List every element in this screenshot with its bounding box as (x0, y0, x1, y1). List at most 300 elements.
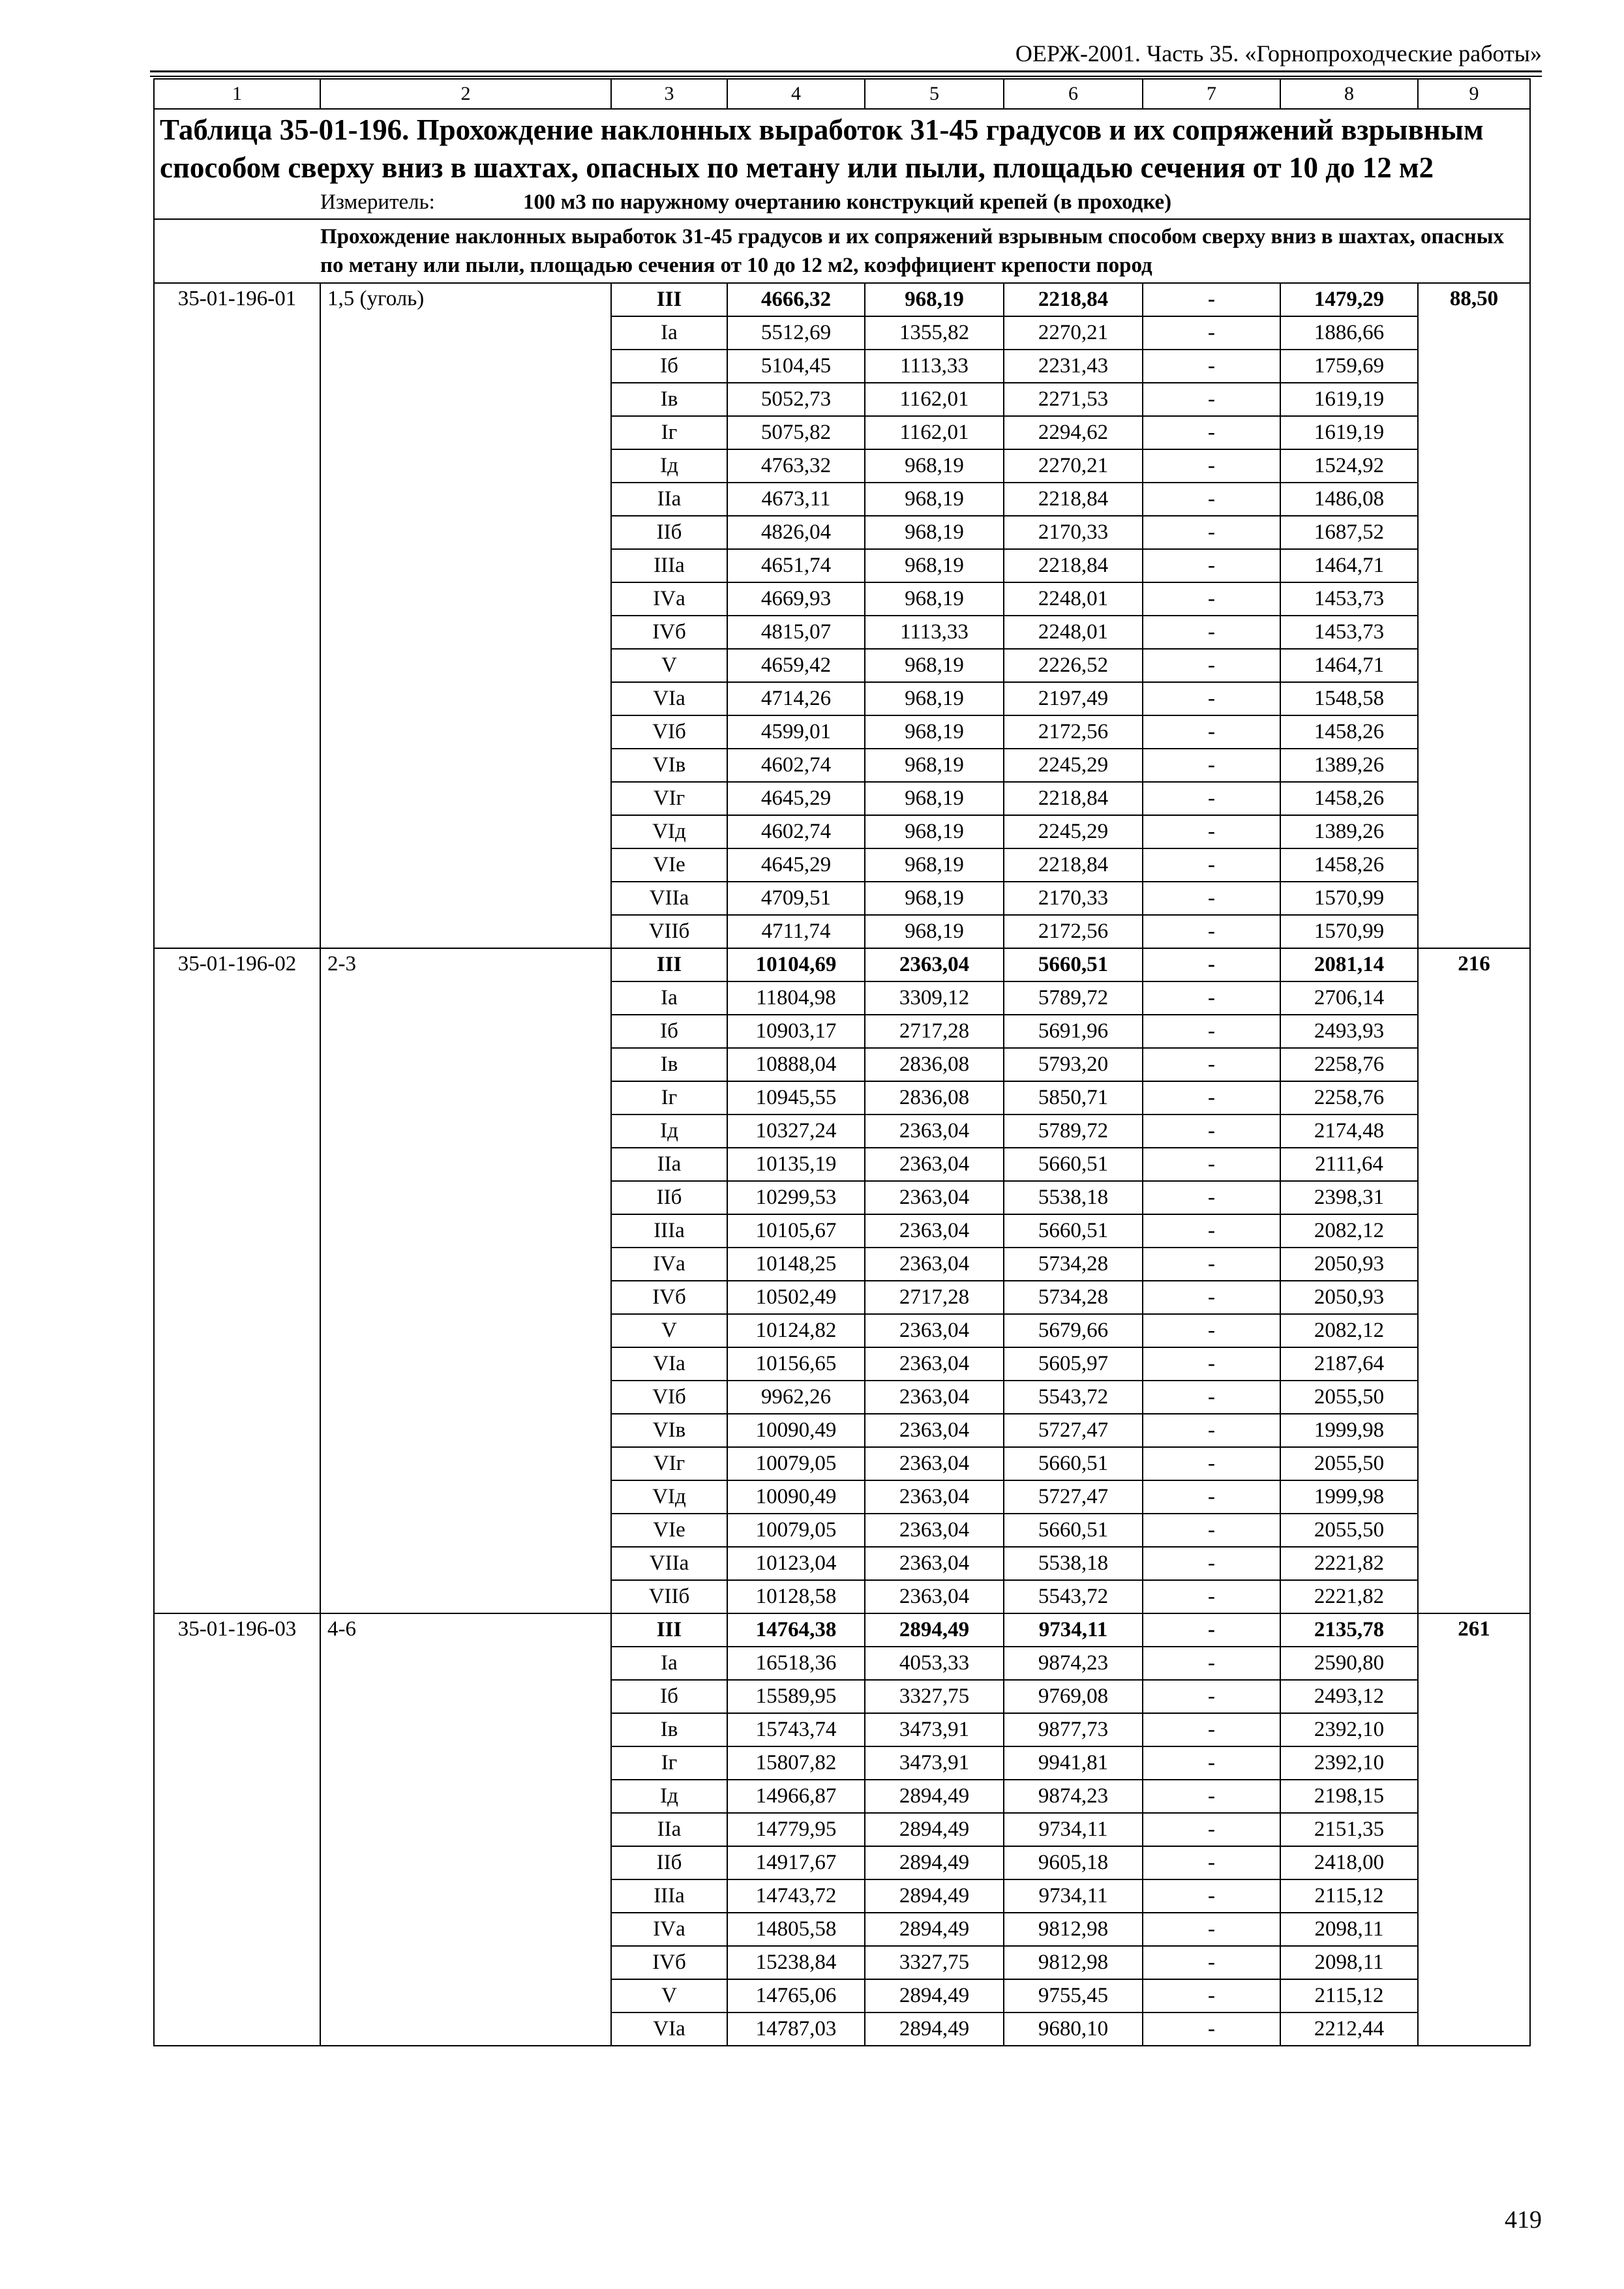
driver-cost-cell: - (1143, 749, 1280, 782)
machine-cost-cell: 9605,18 (1004, 1846, 1143, 1879)
zone-cell: IVб (611, 616, 727, 649)
machine-cost-cell: 5727,47 (1004, 1414, 1143, 1447)
material-cost-cell: 1524,92 (1280, 449, 1418, 483)
zone-cell: VIIб (611, 1580, 727, 1613)
material-cost-cell: 2493,93 (1280, 1015, 1418, 1048)
zone-cell: Iб (611, 1015, 727, 1048)
machine-cost-cell: 5734,28 (1004, 1281, 1143, 1314)
material-cost-cell: 2221,82 (1280, 1580, 1418, 1613)
machine-cost-cell: 5789,72 (1004, 981, 1143, 1015)
labor-cost-cell: 1113,33 (865, 350, 1004, 383)
labor-cost-cell: 1113,33 (865, 616, 1004, 649)
column-number: 2 (320, 79, 611, 109)
zone-cell: IVб (611, 1946, 727, 1979)
machine-cost-cell: 5691,96 (1004, 1015, 1143, 1048)
material-cost-cell: 1886,66 (1280, 316, 1418, 350)
labor-cost-cell: 968,19 (865, 915, 1004, 948)
material-cost-cell: 1458,26 (1280, 848, 1418, 882)
machine-cost-cell: 5734,28 (1004, 1248, 1143, 1281)
total-cost-cell: 4602,74 (727, 815, 865, 848)
total-cost-cell: 10148,25 (727, 1248, 865, 1281)
labor-cost-cell: 968,19 (865, 749, 1004, 782)
labor-cost-cell: 2363,04 (865, 1248, 1004, 1281)
zone-cell: Iа (611, 981, 727, 1015)
machine-cost-cell: 2170,33 (1004, 516, 1143, 549)
labor-cost-cell: 1162,01 (865, 416, 1004, 449)
labor-cost-cell: 2894,49 (865, 2012, 1004, 2046)
machine-cost-cell: 5538,18 (1004, 1181, 1143, 1214)
total-cost-cell: 10079,05 (727, 1514, 865, 1547)
zone-cell: IIIа (611, 1214, 727, 1248)
driver-cost-cell: - (1143, 1214, 1280, 1248)
driver-cost-cell: - (1143, 516, 1280, 549)
machine-cost-cell: 9734,11 (1004, 1613, 1143, 1647)
driver-cost-cell: - (1143, 549, 1280, 582)
material-cost-cell: 2082,12 (1280, 1314, 1418, 1347)
total-cost-cell: 14779,95 (727, 1813, 865, 1846)
total-cost-cell: 10903,17 (727, 1015, 865, 1048)
total-cost-cell: 14787,03 (727, 2012, 865, 2046)
driver-cost-cell: - (1143, 1946, 1280, 1979)
table-row (154, 283, 1530, 316)
labor-cost-cell: 2894,49 (865, 1879, 1004, 1913)
total-cost-cell: 10104,69 (727, 948, 865, 981)
labor-cost-cell: 2894,49 (865, 1780, 1004, 1813)
zone-cell: VIд (611, 815, 727, 848)
material-cost-cell: 2115,12 (1280, 1979, 1418, 2012)
machine-cost-cell: 9941,81 (1004, 1746, 1143, 1780)
zone-cell: Iб (611, 1680, 727, 1713)
zone-cell: IIIа (611, 1879, 727, 1913)
total-cost-cell: 10090,49 (727, 1480, 865, 1514)
labor-cost-cell: 2363,04 (865, 1580, 1004, 1613)
labor-cost-cell: 2363,04 (865, 1214, 1004, 1248)
material-cost-cell: 2198,15 (1280, 1780, 1418, 1813)
total-cost-cell: 11804,98 (727, 981, 865, 1015)
zone-cell: III (611, 1613, 727, 1647)
material-cost-cell: 2055,50 (1280, 1381, 1418, 1414)
measure-label: Измеритель: (320, 187, 611, 219)
labor-cost-cell: 3327,75 (865, 1680, 1004, 1713)
rock-hardness: 1,5 (уголь) (320, 283, 611, 948)
labor-cost-cell: 1162,01 (865, 383, 1004, 416)
material-cost-cell: 2050,93 (1280, 1248, 1418, 1281)
machine-cost-cell: 5727,47 (1004, 1480, 1143, 1514)
driver-cost-cell: - (1143, 1081, 1280, 1115)
labor-cost-cell: 2836,08 (865, 1048, 1004, 1081)
material-cost-cell: 1999,98 (1280, 1480, 1418, 1514)
zone-cell: III (611, 948, 727, 981)
zone-cell: VIа (611, 682, 727, 715)
material-cost-cell: 1619,19 (1280, 383, 1418, 416)
driver-cost-cell: - (1143, 449, 1280, 483)
driver-cost-cell: - (1143, 1680, 1280, 1713)
labor-cost-cell: 2894,49 (865, 1613, 1004, 1647)
total-cost-cell: 4815,07 (727, 616, 865, 649)
material-cost-cell: 2493,12 (1280, 1680, 1418, 1713)
labor-cost-cell: 2363,04 (865, 1547, 1004, 1580)
zone-cell: VIд (611, 1480, 727, 1514)
labor-cost-cell: 968,19 (865, 882, 1004, 915)
column-number: 5 (865, 79, 1004, 109)
driver-cost-cell: - (1143, 1015, 1280, 1048)
zone-cell: Iб (611, 350, 727, 383)
total-cost-cell: 14743,72 (727, 1879, 865, 1913)
labor-cost-cell: 2717,28 (865, 1281, 1004, 1314)
rate-code: 35-01-196-02 (154, 948, 320, 1613)
total-cost-cell: 4714,26 (727, 682, 865, 715)
table-subheading: Прохождение наклонных выработок 31-45 градусов и их сопряжений взрывным способом сверху вниз в шахтах, опасных по метану или пыли, площадью сечения от 10 до 12 м2, коэффициент крепости пород (320, 219, 1530, 283)
column-number: 6 (1004, 79, 1143, 109)
column-number: 9 (1418, 79, 1530, 109)
total-cost-cell: 10135,19 (727, 1148, 865, 1181)
material-cost-cell: 2590,80 (1280, 1647, 1418, 1680)
zone-cell: Iв (611, 1713, 727, 1746)
zone-cell: Iд (611, 449, 727, 483)
driver-cost-cell: - (1143, 848, 1280, 882)
table-title: Таблица 35-01-196. Прохождение наклонных выработок 31-45 градусов и их сопряжений взрывным способом сверху вниз в шахтах, опасных по метану или пыли, площадью сечения от 10 до 12 м2 (154, 109, 1530, 187)
total-cost-cell: 5052,73 (727, 383, 865, 416)
total-cost-cell: 10945,55 (727, 1081, 865, 1115)
labor-cost-cell: 2363,04 (865, 1447, 1004, 1480)
driver-cost-cell: - (1143, 1846, 1280, 1879)
column-number: 8 (1280, 79, 1418, 109)
machine-cost-cell: 2248,01 (1004, 616, 1143, 649)
total-cost-cell: 10327,24 (727, 1115, 865, 1148)
driver-cost-cell: - (1143, 1181, 1280, 1214)
labor-cost-cell: 2363,04 (865, 1181, 1004, 1214)
driver-cost-cell: - (1143, 1148, 1280, 1181)
header-rule (150, 70, 1542, 72)
zone-cell: VIа (611, 2012, 727, 2046)
total-cost-cell: 4711,74 (727, 915, 865, 948)
total-cost-cell: 4763,32 (727, 449, 865, 483)
material-cost-cell: 2081,14 (1280, 948, 1418, 981)
driver-cost-cell: - (1143, 1713, 1280, 1746)
machine-cost-cell: 5660,51 (1004, 1214, 1143, 1248)
labor-cost-cell: 2363,04 (865, 1148, 1004, 1181)
total-cost-cell: 4669,93 (727, 582, 865, 616)
driver-cost-cell: - (1143, 1780, 1280, 1813)
labor-cost-cell: 968,19 (865, 516, 1004, 549)
material-cost-cell: 1570,99 (1280, 882, 1418, 915)
total-cost-cell: 10079,05 (727, 1447, 865, 1480)
total-cost-cell: 5104,45 (727, 350, 865, 383)
zone-cell: VIг (611, 1447, 727, 1480)
labor-cost-cell: 968,19 (865, 449, 1004, 483)
zone-cell: Iв (611, 1048, 727, 1081)
table-row (154, 1613, 1530, 1647)
total-cost-cell: 15589,95 (727, 1680, 865, 1713)
total-cost-cell: 15807,82 (727, 1746, 865, 1780)
machine-cost-cell: 2218,84 (1004, 483, 1143, 516)
zone-cell: Iа (611, 1647, 727, 1680)
driver-cost-cell: - (1143, 1979, 1280, 2012)
material-cost-cell: 1548,58 (1280, 682, 1418, 715)
machine-cost-cell: 2172,56 (1004, 915, 1143, 948)
total-cost-cell: 10123,04 (727, 1547, 865, 1580)
material-cost-cell: 2135,78 (1280, 1613, 1418, 1647)
labor-cost-cell: 2363,04 (865, 1347, 1004, 1381)
material-cost-cell: 2111,64 (1280, 1148, 1418, 1181)
zone-cell: VIв (611, 749, 727, 782)
zone-cell: III (611, 283, 727, 316)
machine-cost-cell: 5850,71 (1004, 1081, 1143, 1115)
material-cost-cell: 1453,73 (1280, 582, 1418, 616)
zone-cell: VIб (611, 1381, 727, 1414)
machine-cost-cell: 2218,84 (1004, 283, 1143, 316)
machine-cost-cell: 2270,21 (1004, 449, 1143, 483)
zone-cell: Iг (611, 416, 727, 449)
machine-cost-cell: 2271,53 (1004, 383, 1143, 416)
driver-cost-cell: - (1143, 815, 1280, 848)
zone-cell: Iв (611, 383, 727, 416)
table-title-row (154, 109, 1530, 187)
labor-cost-cell: 2836,08 (865, 1081, 1004, 1115)
machine-cost-cell: 5538,18 (1004, 1547, 1143, 1580)
material-cost-cell: 2258,76 (1280, 1081, 1418, 1115)
labor-cost-cell: 2363,04 (865, 1381, 1004, 1414)
material-cost-cell: 2151,35 (1280, 1813, 1418, 1846)
machine-cost-cell: 2218,84 (1004, 549, 1143, 582)
labor-cost-cell: 968,19 (865, 715, 1004, 749)
driver-cost-cell: - (1143, 1480, 1280, 1514)
total-cost-cell: 4645,29 (727, 782, 865, 815)
running-header-title: ОЕРЖ-2001. Часть 35. «Горнопроходческие работы» (1015, 40, 1542, 67)
column-number: 7 (1143, 79, 1280, 109)
total-cost-cell: 10105,67 (727, 1214, 865, 1248)
machine-cost-cell: 2218,84 (1004, 848, 1143, 882)
labor-cost-cell: 2363,04 (865, 1480, 1004, 1514)
labor-cost-cell: 3309,12 (865, 981, 1004, 1015)
driver-cost-cell: - (1143, 1547, 1280, 1580)
measure-value: 100 м3 по наружному очертанию конструкций крепей (в проходке) (611, 187, 1530, 219)
labor-cost-cell: 2363,04 (865, 948, 1004, 981)
material-cost-cell: 2258,76 (1280, 1048, 1418, 1081)
header-rule (150, 76, 1542, 77)
zone-cell: IIб (611, 1181, 727, 1214)
page-number: 419 (1505, 2206, 1542, 2234)
zone-cell: VIIа (611, 1547, 727, 1580)
zone-cell: VIIб (611, 915, 727, 948)
driver-cost-cell: - (1143, 1281, 1280, 1314)
machine-cost-cell: 5793,20 (1004, 1048, 1143, 1081)
material-cost-cell: 2187,64 (1280, 1347, 1418, 1381)
zone-cell: V (611, 1314, 727, 1347)
zone-cell: IVа (611, 1913, 727, 1946)
total-cost-cell: 14765,06 (727, 1979, 865, 2012)
rate-code: 35-01-196-03 (154, 1613, 320, 2046)
material-cost-cell: 2392,10 (1280, 1746, 1418, 1780)
total-cost-cell: 14764,38 (727, 1613, 865, 1647)
zone-cell: V (611, 1979, 727, 2012)
material-cost-cell: 2418,00 (1280, 1846, 1418, 1879)
machine-cost-cell: 2245,29 (1004, 815, 1143, 848)
material-cost-cell: 2055,50 (1280, 1447, 1418, 1480)
driver-cost-cell: - (1143, 1048, 1280, 1081)
labor-cost-cell: 968,19 (865, 582, 1004, 616)
driver-cost-cell: - (1143, 1347, 1280, 1381)
material-cost-cell: 2212,44 (1280, 2012, 1418, 2046)
machine-cost-cell: 2226,52 (1004, 649, 1143, 682)
total-cost-cell: 16518,36 (727, 1647, 865, 1680)
total-cost-cell: 10156,65 (727, 1347, 865, 1381)
labor-cost-cell: 968,19 (865, 848, 1004, 882)
machine-cost-cell: 2172,56 (1004, 715, 1143, 749)
driver-cost-cell: - (1143, 682, 1280, 715)
driver-cost-cell: - (1143, 782, 1280, 815)
driver-cost-cell: - (1143, 1381, 1280, 1414)
total-cost-cell: 4651,74 (727, 549, 865, 582)
machine-cost-cell: 9874,23 (1004, 1647, 1143, 1680)
labor-cost-cell: 3473,91 (865, 1713, 1004, 1746)
zone-cell: Iд (611, 1115, 727, 1148)
machine-cost-cell: 2218,84 (1004, 782, 1143, 815)
labor-cost-cell: 968,19 (865, 815, 1004, 848)
material-cost-cell: 2115,12 (1280, 1879, 1418, 1913)
driver-cost-cell: - (1143, 882, 1280, 915)
total-cost-cell: 5512,69 (727, 316, 865, 350)
labor-cost-cell: 2894,49 (865, 1813, 1004, 1846)
zone-cell: IIа (611, 483, 727, 516)
machine-cost-cell: 2294,62 (1004, 416, 1143, 449)
total-cost-cell: 10090,49 (727, 1414, 865, 1447)
material-cost-cell: 1999,98 (1280, 1414, 1418, 1447)
machine-cost-cell: 5543,72 (1004, 1580, 1143, 1613)
rock-hardness: 2-3 (320, 948, 611, 1613)
labor-cost-cell: 2894,49 (865, 1979, 1004, 2012)
zone-cell: IIб (611, 1846, 727, 1879)
machine-cost-cell: 5660,51 (1004, 1447, 1143, 1480)
machine-cost-cell: 9734,11 (1004, 1879, 1143, 1913)
material-cost-cell: 1479,29 (1280, 283, 1418, 316)
zone-cell: IVа (611, 582, 727, 616)
material-cost-cell: 2082,12 (1280, 1214, 1418, 1248)
material-cost-cell: 1687,52 (1280, 516, 1418, 549)
labor-cost-cell: 2363,04 (865, 1514, 1004, 1547)
driver-cost-cell: - (1143, 715, 1280, 749)
material-cost-cell: 2392,10 (1280, 1713, 1418, 1746)
total-cost-cell: 10124,82 (727, 1314, 865, 1347)
material-cost-cell: 2050,93 (1280, 1281, 1418, 1314)
labor-cost-cell: 968,19 (865, 483, 1004, 516)
total-cost-cell: 10888,04 (727, 1048, 865, 1081)
driver-cost-cell: - (1143, 316, 1280, 350)
machine-cost-cell: 5543,72 (1004, 1381, 1143, 1414)
driver-cost-cell: - (1143, 1746, 1280, 1780)
machine-cost-cell: 9755,45 (1004, 1979, 1143, 2012)
zone-cell: VIе (611, 848, 727, 882)
labor-cost-cell: 4053,33 (865, 1647, 1004, 1680)
material-cost-cell: 1389,26 (1280, 815, 1418, 848)
zone-cell: V (611, 649, 727, 682)
material-cost-cell: 1458,26 (1280, 715, 1418, 749)
total-cost-cell: 14966,87 (727, 1780, 865, 1813)
labor-cost-cell: 968,19 (865, 283, 1004, 316)
zone-cell: Iд (611, 1780, 727, 1813)
machine-cost-cell: 9812,98 (1004, 1946, 1143, 1979)
driver-cost-cell: - (1143, 981, 1280, 1015)
machine-cost-cell: 9877,73 (1004, 1713, 1143, 1746)
driver-cost-cell: - (1143, 283, 1280, 316)
material-cost-cell: 2098,11 (1280, 1913, 1418, 1946)
driver-cost-cell: - (1143, 350, 1280, 383)
material-cost-cell: 2706,14 (1280, 981, 1418, 1015)
machine-cost-cell: 5660,51 (1004, 948, 1143, 981)
machine-cost-cell: 9734,11 (1004, 1813, 1143, 1846)
zone-cell: VIе (611, 1514, 727, 1547)
driver-cost-cell: - (1143, 1447, 1280, 1480)
zone-cell: Iг (611, 1746, 727, 1780)
driver-cost-cell: - (1143, 1913, 1280, 1946)
price-table (153, 78, 1531, 2046)
material-cost-cell: 1759,69 (1280, 350, 1418, 383)
total-cost-cell: 9962,26 (727, 1381, 865, 1414)
column-number: 1 (154, 79, 320, 109)
measure-row (154, 187, 1530, 219)
driver-cost-cell: - (1143, 1813, 1280, 1846)
machine-cost-cell: 9680,10 (1004, 2012, 1143, 2046)
machine-cost-cell: 2170,33 (1004, 882, 1143, 915)
total-cost-cell: 14805,58 (727, 1913, 865, 1946)
labor-cost-cell: 2894,49 (865, 1846, 1004, 1879)
driver-cost-cell: - (1143, 1314, 1280, 1347)
zone-cell: IIа (611, 1148, 727, 1181)
driver-cost-cell: - (1143, 1414, 1280, 1447)
machine-cost-cell: 2197,49 (1004, 682, 1143, 715)
table-row (154, 948, 1530, 981)
column-number: 4 (727, 79, 865, 109)
driver-cost-cell: - (1143, 1248, 1280, 1281)
zone-cell: VIб (611, 715, 727, 749)
driver-cost-cell: - (1143, 582, 1280, 616)
machine-cost-cell: 2270,21 (1004, 316, 1143, 350)
machine-cost-cell: 5679,66 (1004, 1314, 1143, 1347)
zone-cell: IVб (611, 1281, 727, 1314)
total-cost-cell: 4645,29 (727, 848, 865, 882)
driver-cost-cell: - (1143, 649, 1280, 682)
driver-cost-cell: - (1143, 1647, 1280, 1680)
total-cost-cell: 15743,74 (727, 1713, 865, 1746)
rock-hardness: 4-6 (320, 1613, 611, 2046)
material-cost-cell: 1458,26 (1280, 782, 1418, 815)
driver-cost-cell: - (1143, 1514, 1280, 1547)
material-cost-cell: 2055,50 (1280, 1514, 1418, 1547)
material-cost-cell: 2174,48 (1280, 1115, 1418, 1148)
driver-cost-cell: - (1143, 1613, 1280, 1647)
labor-cost-cell: 2717,28 (865, 1015, 1004, 1048)
labor-cost-cell: 3473,91 (865, 1746, 1004, 1780)
material-cost-cell: 1486,08 (1280, 483, 1418, 516)
zone-cell: VIа (611, 1347, 727, 1381)
machine-cost-cell: 5660,51 (1004, 1148, 1143, 1181)
machine-cost-cell: 2248,01 (1004, 582, 1143, 616)
material-cost-cell: 1464,71 (1280, 649, 1418, 682)
machine-cost-cell: 5660,51 (1004, 1514, 1143, 1547)
labor-cost-cell: 2894,49 (865, 1913, 1004, 1946)
total-cost-cell: 10299,53 (727, 1181, 865, 1214)
zone-cell: VIIа (611, 882, 727, 915)
material-cost-cell: 1453,73 (1280, 616, 1418, 649)
total-cost-cell: 15238,84 (727, 1946, 865, 1979)
zone-cell: Iа (611, 316, 727, 350)
driver-cost-cell: - (1143, 948, 1280, 981)
zone-cell: IVа (611, 1248, 727, 1281)
driver-cost-cell: - (1143, 1879, 1280, 1913)
zone-cell: VIг (611, 782, 727, 815)
machine-cost-cell: 2231,43 (1004, 350, 1143, 383)
machine-cost-cell: 5605,97 (1004, 1347, 1143, 1381)
